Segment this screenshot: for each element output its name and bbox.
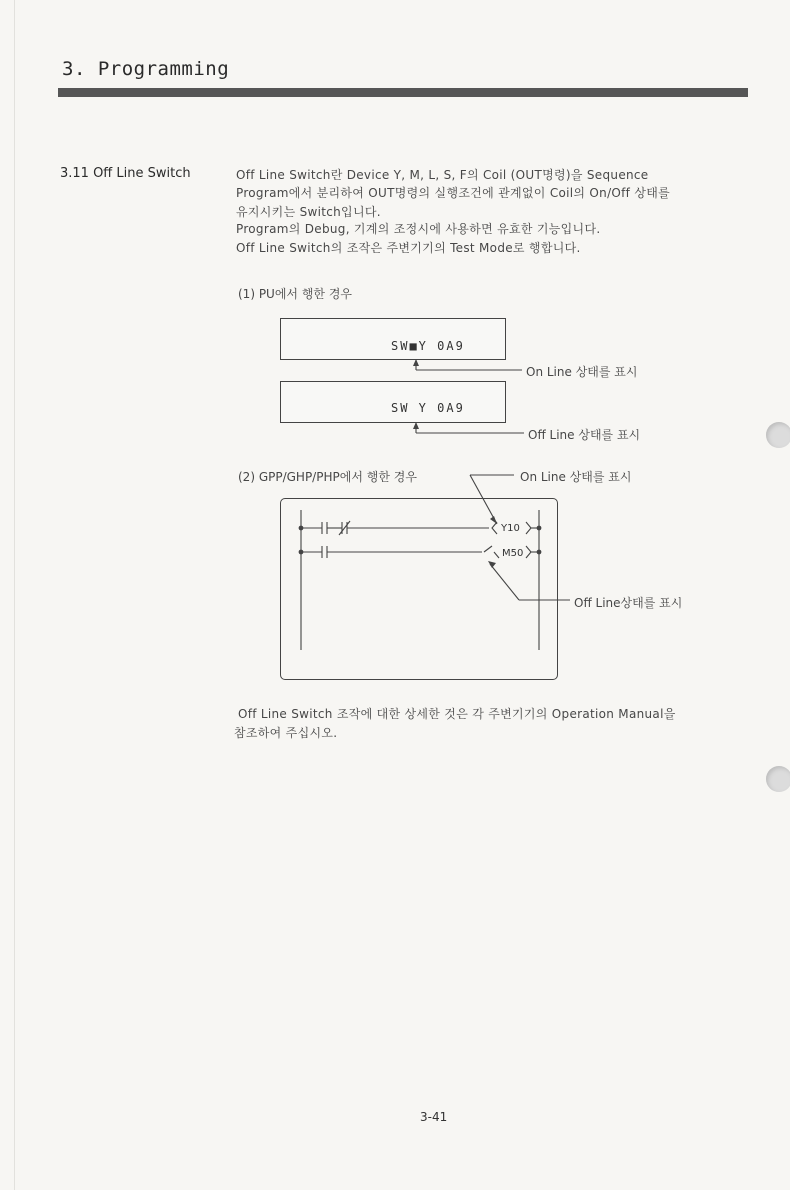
coil-y10-label: Y10 — [501, 523, 520, 534]
pu-offline-annotation: Off Line 상태를 표시 — [528, 428, 641, 442]
page-number: 3-41 — [420, 1110, 448, 1124]
gpp-online-pointer-diag — [470, 475, 497, 524]
rung2-left-node — [299, 550, 304, 555]
coil-y10-right — [526, 522, 531, 534]
gpp-offline-annotation: Off Line상태를 표시 — [574, 596, 683, 610]
pu-display-online-text: SW■Y 0A9 — [391, 339, 465, 353]
coil-m50-open-a — [484, 546, 492, 552]
footer-note-line-2: 참조하여 주십시오. — [234, 726, 338, 740]
paragraph-line-4: Program의 Debug, 기계의 조정시에 사용하면 유효한 기능입니다. — [236, 222, 601, 236]
rung1-right-node — [537, 526, 542, 531]
gpp-offline-pointer-diag — [490, 564, 519, 600]
gpp-offline-arrowhead — [488, 561, 496, 568]
punch-hole-bottom — [766, 766, 790, 792]
punch-hole-top — [766, 422, 790, 448]
pu-display-offline-text: SW Y 0A9 — [391, 401, 465, 415]
chapter-title: 3. Programming — [62, 58, 230, 80]
paragraph-line-2: Program에서 분리하여 OUT명령의 실행조건에 관계없이 Coil의 On/Off 상태를 — [236, 186, 670, 200]
gpp-online-annotation: On Line 상태를 표시 — [520, 470, 632, 484]
section-title: 3.11 Off Line Switch — [60, 166, 191, 181]
coil-m50-label: M50 — [502, 548, 524, 559]
rung2-right-node — [537, 550, 542, 555]
rung1-left-node — [299, 526, 304, 531]
pu-case-label: (1) PU에서 행한 경우 — [238, 287, 353, 301]
footer-note-line-1: Off Line Switch 조작에 대한 상세한 것은 각 주변기기의 Operation Manual을 — [238, 707, 676, 721]
gpp-case-label: (2) GPP/GHP/PHP에서 행한 경우 — [238, 470, 417, 484]
coil-y10-left — [492, 522, 497, 534]
coil-m50-right — [526, 546, 531, 558]
pu-online-arrowhead — [413, 359, 419, 366]
paragraph-line-1: Off Line Switch란 Device Y, M, L, S, F의 Coil (OUT명령)을 Sequence — [236, 168, 649, 182]
gpp-online-arrowhead — [490, 516, 497, 524]
coil-m50-open-b — [494, 552, 499, 558]
paragraph-line-5: Off Line Switch의 조작은 주변기기의 Test Mode로 행합니다. — [236, 241, 581, 255]
paragraph-line-3: 유지시키는 Switch입니다. — [236, 205, 381, 219]
pu-offline-arrowhead — [413, 422, 419, 429]
pu-online-annotation: On Line 상태를 표시 — [526, 365, 638, 379]
